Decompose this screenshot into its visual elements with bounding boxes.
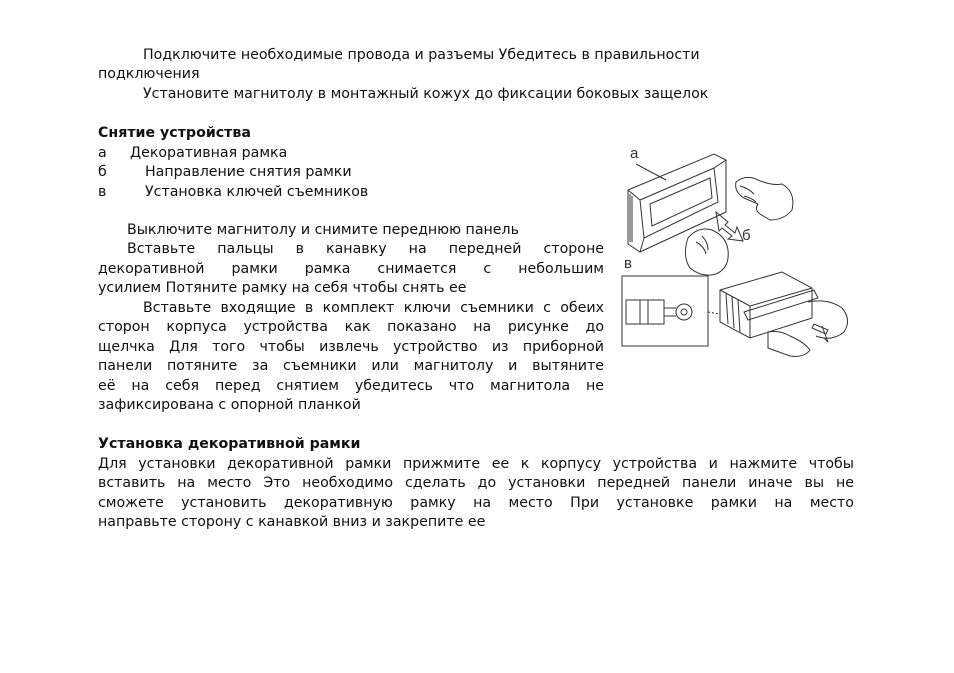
legend-text: Декоративная рамка <box>130 145 288 161</box>
radio-unit-drawing <box>720 272 848 356</box>
legend-text: Направление снятия рамки <box>145 164 352 180</box>
removal-p3-line-6: зафиксирована с опорной планкой <box>98 397 361 413</box>
removal-arrow <box>716 212 743 241</box>
intro-line-2: подключения <box>98 66 200 82</box>
removal-illustration <box>618 142 858 362</box>
install-heading: Установка декоративной рамки <box>98 436 361 452</box>
removal-p2-line-3: усилием Потяните рамку на себя чтобы снять ее <box>98 280 467 296</box>
legend-item-a <box>98 144 287 163</box>
removal-p3-line-3: щелчка Для того чтобы извлечь устройство из приборной <box>98 339 604 355</box>
legend-text: Установка ключей съемников <box>145 184 369 200</box>
install-line-4: направьте сторону с канавкой вниз и закрепите ее <box>98 514 486 530</box>
decorative-frame-drawing <box>628 154 726 252</box>
install-line-3: сможете установить декоративную рамку на место При установке рамки на место <box>98 495 854 511</box>
hands-drawing <box>685 177 792 275</box>
removal-p3-line-4: панели потяните за съемники или магнитолу и вытяните <box>98 358 604 374</box>
install-line-2: вставить на место Это необходимо сделать до установки передней панели иначе вы не <box>98 475 854 491</box>
legend-marker: в <box>98 184 107 200</box>
figure-label-b: б <box>742 227 751 244</box>
legend-marker: а <box>98 145 107 161</box>
legend-item-v <box>98 183 368 202</box>
label-a-leader <box>636 164 666 180</box>
legend-marker: б <box>98 164 107 180</box>
removal-p2-line-2: декоративной рамки рамка снимается с небольшим <box>98 261 604 277</box>
removal-p3-line-5: её на себя перед снятием убедитесь что магнитола не <box>98 378 604 394</box>
removal-p3-line-2: сторон корпуса устройства как показано на рисунке до <box>98 319 604 335</box>
intro-line-1: Подключите необходимые провода и разъемы Убедитесь в правильности <box>143 47 700 63</box>
intro-line-3: Установите магнитолу в монтажный кожух до фиксации боковых защелок <box>143 86 709 102</box>
removal-paragraph-1: Выключите магнитолу и снимите переднюю панель <box>127 222 519 238</box>
removal-heading: Снятие устройства <box>98 125 251 141</box>
key-inset-drawing <box>622 276 720 346</box>
removal-p2-line-1: Вставьте пальцы в канавку на передней стороне <box>127 241 604 257</box>
figure-label-a: а <box>630 145 639 162</box>
figure-label-v: в <box>624 255 632 272</box>
legend-item-b <box>98 163 352 182</box>
install-line-1: Для установки декоративной рамки прижмите ее к корпусу устройства и нажмите чтобы <box>98 456 854 472</box>
removal-p3-line-1: Вставьте входящие в комплект ключи съемники с обеих <box>143 300 604 316</box>
